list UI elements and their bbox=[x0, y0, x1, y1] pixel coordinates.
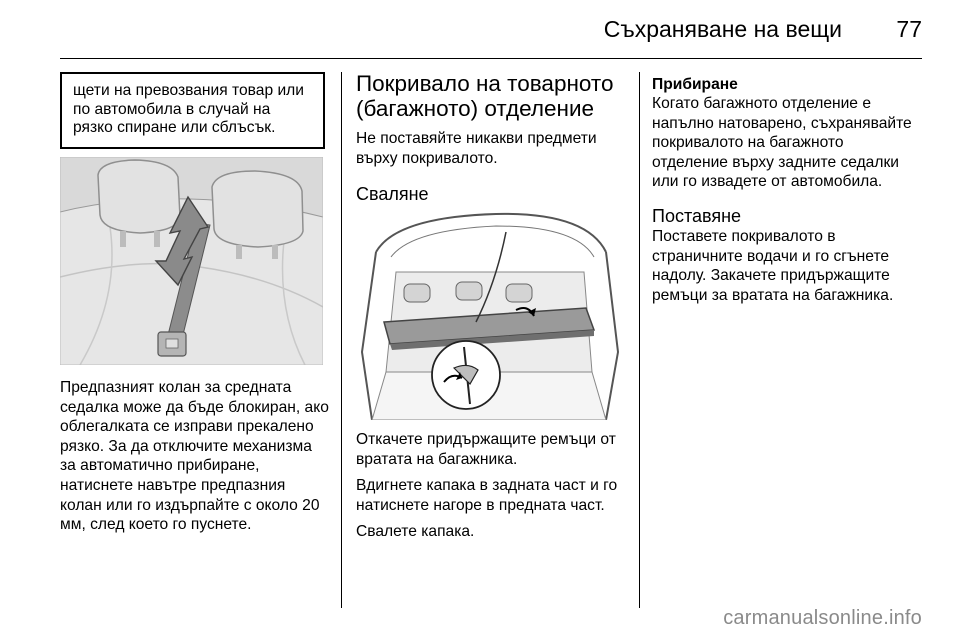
cargo-cover-illustration bbox=[356, 212, 621, 420]
warning-text: щети на превозвания товар или по автомобила в случай на рязко спиране или сблъсък. bbox=[73, 82, 304, 136]
cargo-cover-drawing bbox=[356, 212, 621, 420]
section-heading: Покривало на товарното (багажното) отделение bbox=[356, 71, 614, 121]
warning-box bbox=[60, 72, 325, 149]
step-3: Свалете капака. bbox=[356, 523, 475, 541]
page-number: 77 bbox=[896, 16, 922, 42]
step-1: Откачете придържащите ремъци от вратата на багажника. bbox=[356, 431, 616, 468]
page-title: Съхраняване на вещи bbox=[603, 16, 842, 42]
removal-heading: Сваляне bbox=[356, 184, 429, 205]
intro-paragraph: Не поставяйте никакви предмети върху покривалото. bbox=[356, 130, 597, 167]
storing-heading: Прибиране bbox=[652, 76, 738, 93]
column-left-text bbox=[60, 378, 330, 535]
watermark: carmanualsonline.info bbox=[723, 607, 922, 629]
seatbelt-drawing bbox=[60, 157, 323, 365]
page-header bbox=[0, 0, 960, 62]
seatbelt-illustration bbox=[60, 157, 323, 365]
column-middle bbox=[356, 72, 626, 205]
storing-paragraph: Когато багажното отделение е напълно натоварено, съхранявайте покривалото на багажното отделение върху задните седалки или го извадете от автомобила. bbox=[652, 95, 912, 191]
column-right bbox=[652, 76, 922, 305]
header-divider bbox=[60, 58, 922, 59]
column-divider bbox=[341, 72, 342, 608]
step-2: Вдигнете капака в задната част и го натиснете нагоре в предната част. bbox=[356, 477, 618, 514]
install-paragraph: Поставете покривалото в страничните водачи и го сгънете надолу. Закачете придържащите ремъци за вратата на багажника. bbox=[652, 227, 894, 304]
seatbelt-paragraph: Предпазният колан за средната седалка може да бъде блокиран, ако облегалката се изправи прекалено рязко. За да отключите механизма за автоматично прибиране, натиснете навътре предпазния колан или го издърпайте с около 20 мм, след което го пуснете. bbox=[60, 379, 329, 534]
install-heading: Поставяне bbox=[652, 205, 742, 226]
column-middle-steps bbox=[356, 430, 626, 542]
column-divider bbox=[639, 72, 640, 608]
column-left bbox=[60, 72, 325, 149]
